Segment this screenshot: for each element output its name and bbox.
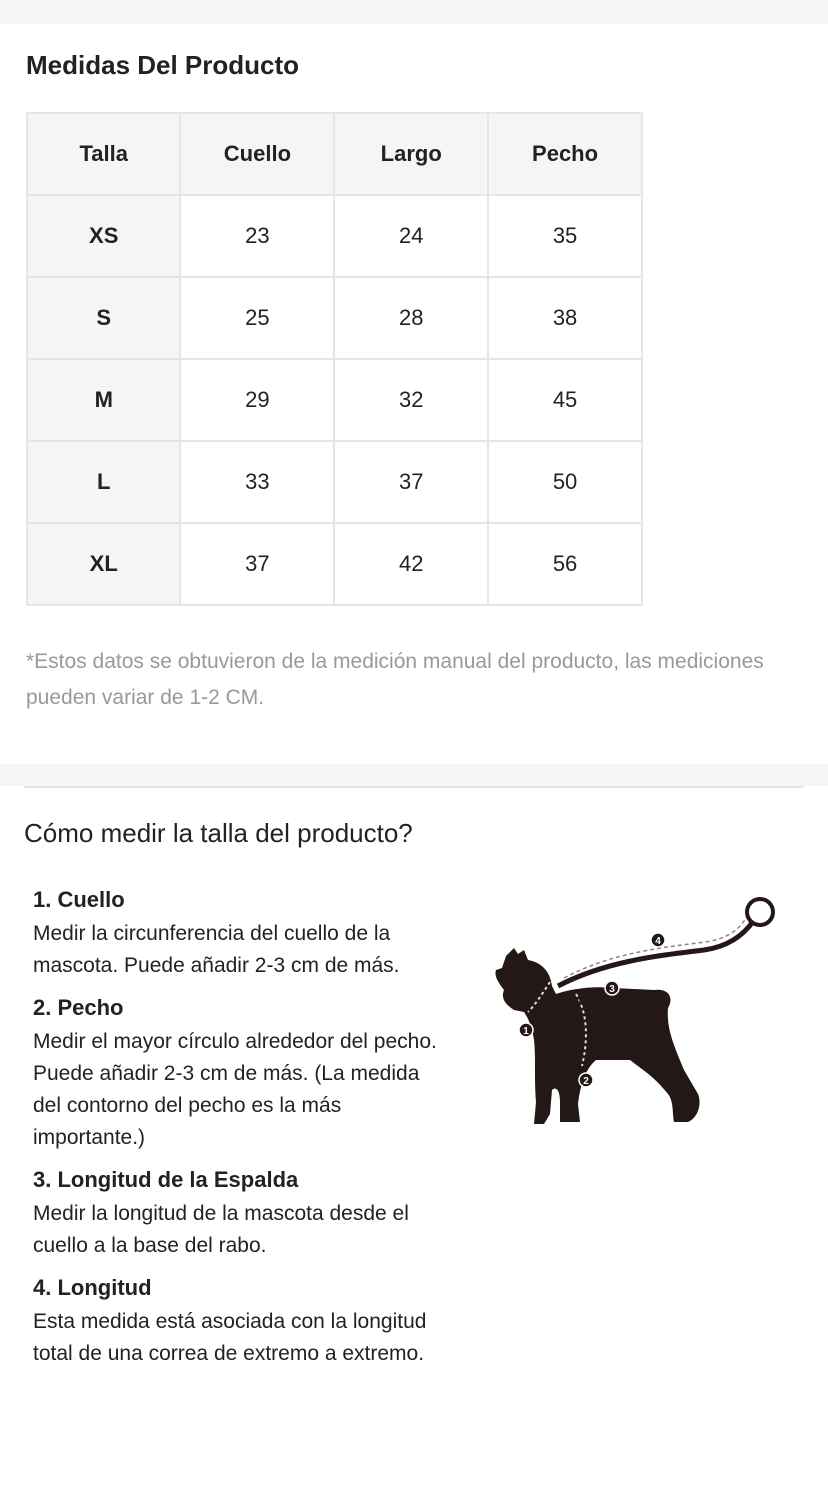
step-heading: 2. Pecho <box>33 995 124 1020</box>
step-pecho <box>33 990 453 1154</box>
marker-4-icon <box>651 933 665 947</box>
cuello-cell: 37 <box>180 523 334 605</box>
cuello-cell: 29 <box>180 359 334 441</box>
leash-loop-icon <box>747 899 773 925</box>
size-cell: S <box>27 277 180 359</box>
pecho-cell: 45 <box>488 359 642 441</box>
table-row <box>27 359 642 441</box>
pecho-cell: 50 <box>488 441 642 523</box>
dog-measurement-figure <box>484 890 784 1130</box>
marker-3-icon <box>605 981 619 995</box>
marker-2-icon <box>579 1073 593 1087</box>
step-espalda <box>33 1162 453 1262</box>
step-longitud <box>33 1270 453 1370</box>
pecho-cell: 56 <box>488 523 642 605</box>
step-heading: 4. Longitud <box>33 1275 152 1300</box>
header-talla: Talla <box>27 113 180 195</box>
step-heading: 3. Longitud de la Espalda <box>33 1167 299 1192</box>
largo-cell: 24 <box>334 195 488 277</box>
pecho-cell: 35 <box>488 195 642 277</box>
table-row <box>27 441 642 523</box>
how-to-title: Cómo medir la talla del producto? <box>24 818 413 848</box>
table-row <box>27 277 642 359</box>
pecho-cell: 38 <box>488 277 642 359</box>
cuello-cell: 23 <box>180 195 334 277</box>
header-cuello: Cuello <box>180 113 334 195</box>
size-cell: L <box>27 441 180 523</box>
leash-line <box>558 920 754 986</box>
svg-text:2: 2 <box>583 1076 589 1087</box>
table-row <box>27 523 642 605</box>
size-cell: XS <box>27 195 180 277</box>
table-row <box>27 195 642 277</box>
size-cell: XL <box>27 523 180 605</box>
svg-text:1: 1 <box>523 1026 529 1037</box>
section-separator-band <box>0 764 828 786</box>
step-text: Medir el mayor círculo alrededor del pecho. Puede añadir 2-3 cm de más. (La medida del contorno del pecho es la más importante.) <box>33 1030 437 1149</box>
cuello-cell: 25 <box>180 277 334 359</box>
svg-text:3: 3 <box>609 984 615 995</box>
size-cell: M <box>27 359 180 441</box>
measurement-steps <box>33 882 453 1378</box>
marker-1-icon <box>519 1023 533 1037</box>
divider <box>24 786 804 788</box>
largo-cell: 32 <box>334 359 488 441</box>
header-pecho: Pecho <box>488 113 642 195</box>
step-text: Medir la circunferencia del cuello de la mascota. Puede añadir 2-3 cm de más. <box>33 922 400 977</box>
largo-cell: 37 <box>334 441 488 523</box>
measurement-note: *Estos datos se obtuvieron de la medición manual del producto, las mediciones pueden variar de 1-2 CM. <box>26 650 764 709</box>
step-heading: 1. Cuello <box>33 887 125 912</box>
step-cuello <box>33 882 453 982</box>
svg-text:4: 4 <box>655 936 661 947</box>
table-header-row <box>27 113 642 195</box>
largo-cell: 28 <box>334 277 488 359</box>
step-text: Esta medida está asociada con la longitud total de una correa de extremo a extremo. <box>33 1310 427 1365</box>
header-largo: Largo <box>334 113 488 195</box>
top-band <box>0 0 828 24</box>
cuello-cell: 33 <box>180 441 334 523</box>
size-table <box>26 112 643 606</box>
largo-cell: 42 <box>334 523 488 605</box>
section-title: Medidas Del Producto <box>26 50 300 80</box>
step-text: Medir la longitud de la mascota desde el cuello a la base del rabo. <box>33 1202 409 1257</box>
